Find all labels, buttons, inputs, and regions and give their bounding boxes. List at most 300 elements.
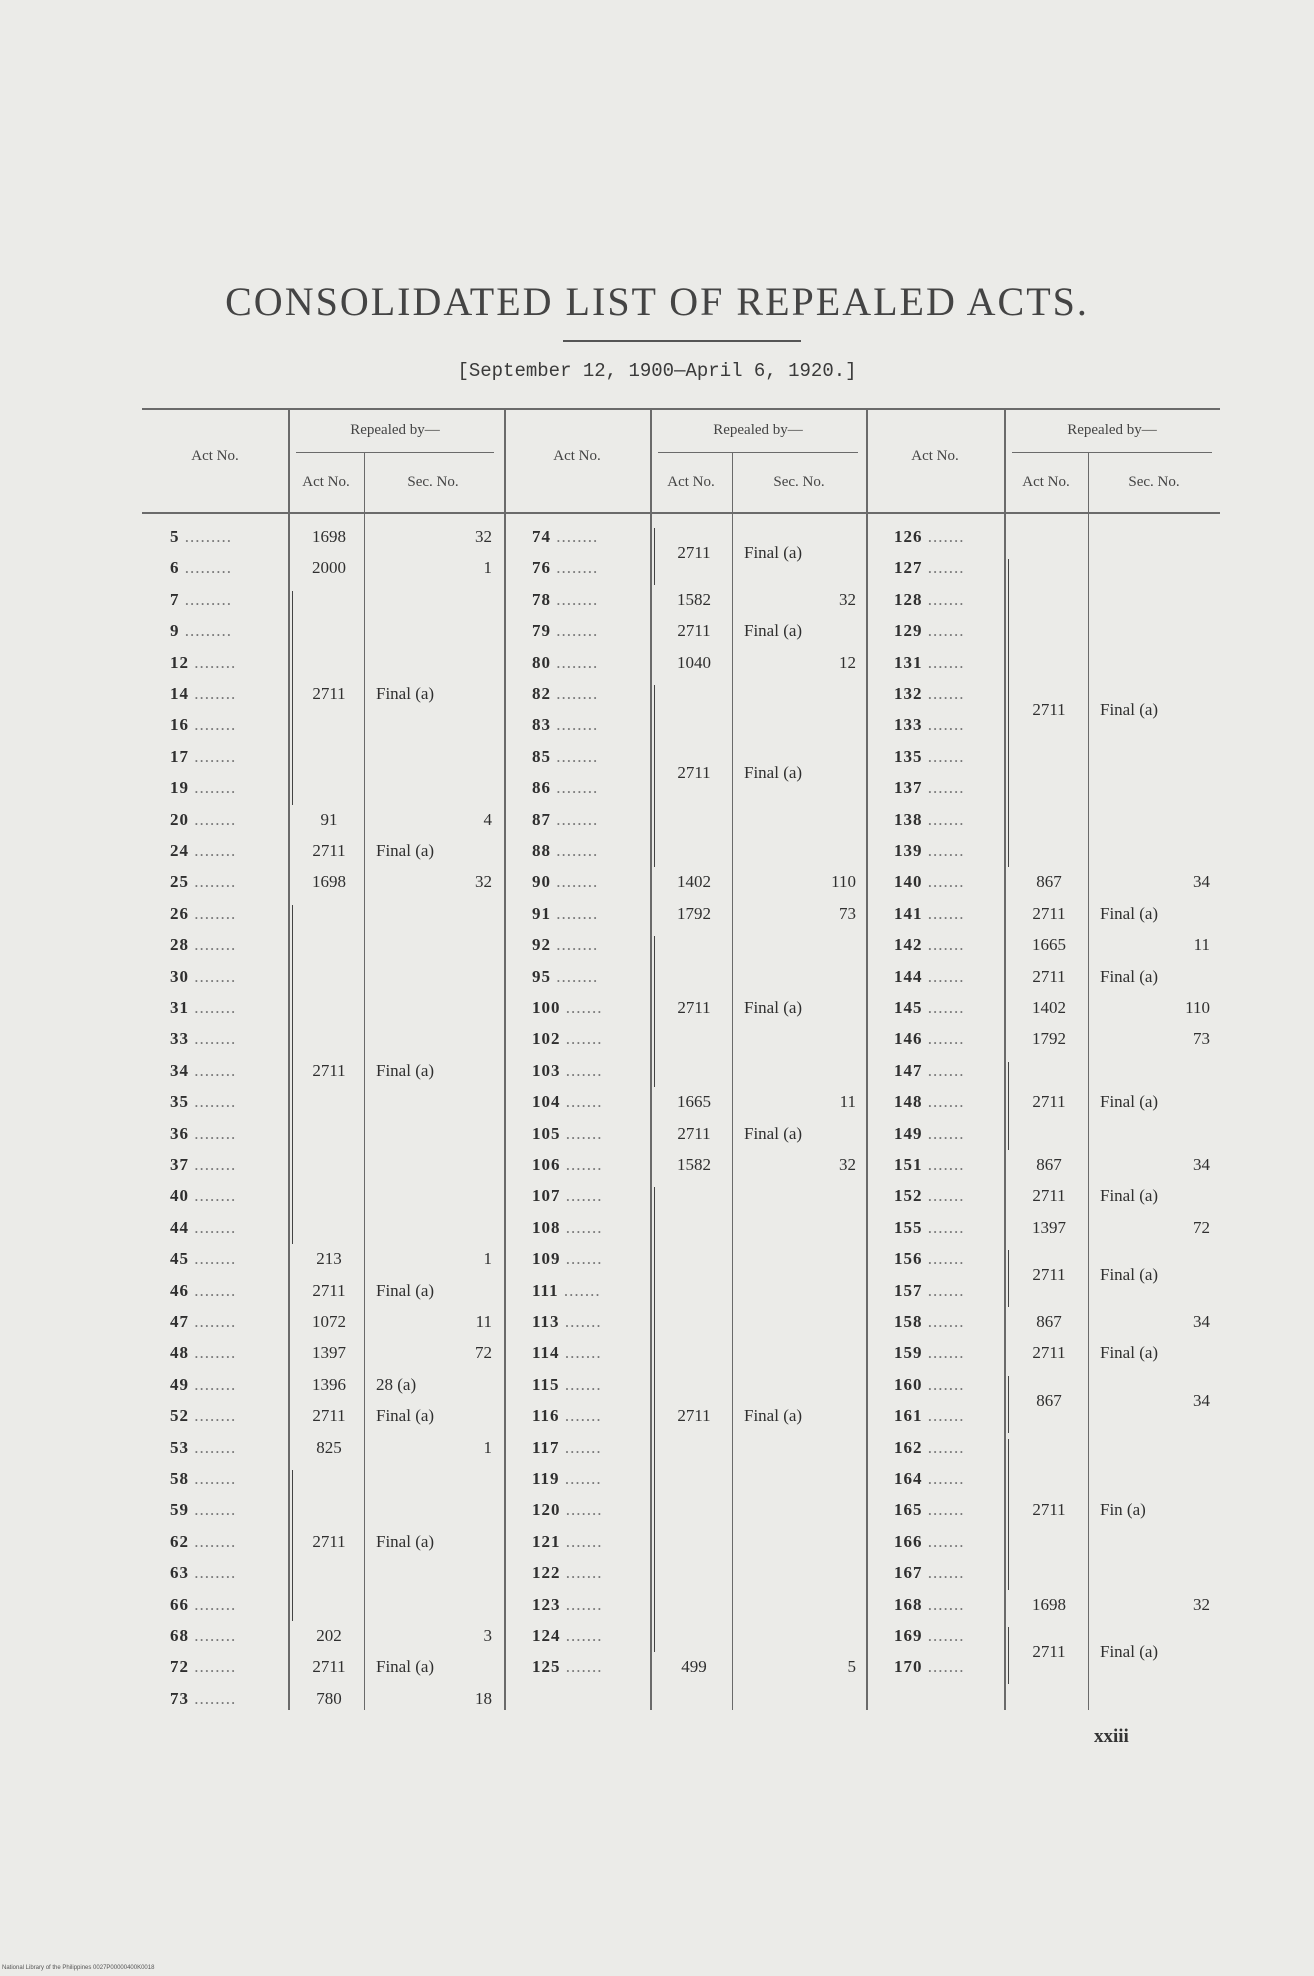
act-number-value: 58: [170, 1469, 189, 1488]
leader-dots: ........: [189, 1594, 237, 1614]
header-repealing-act-no: Act No.: [1022, 474, 1070, 490]
leader-dots: .......: [560, 1531, 603, 1551]
repealing-act-number: 499: [681, 1657, 707, 1677]
leader-dots: ........: [189, 1029, 237, 1049]
act-number-value: 115: [532, 1374, 560, 1394]
act-number-value: 76: [532, 558, 551, 578]
leader-dots: .......: [560, 1060, 603, 1080]
act-number-value: 40: [170, 1186, 189, 1206]
act-number-value: 85: [532, 746, 551, 766]
act-number: [532, 840, 598, 862]
act-number: [170, 871, 236, 893]
leader-dots: ........: [189, 1531, 237, 1551]
act-number: [170, 840, 236, 862]
act-number: [170, 1405, 236, 1427]
leader-dots: ........: [551, 935, 599, 955]
repealing-section-number: Final (a): [744, 998, 803, 1017]
repealing-section-number: Final (a): [744, 621, 803, 641]
act-number-value: 132: [894, 684, 923, 703]
repealing-section-number: Final (a): [1100, 699, 1159, 719]
leader-dots: ........: [189, 1249, 237, 1269]
repealing-section-number: 12: [839, 652, 856, 672]
act-number-value: 126: [894, 527, 923, 546]
leader-dots: .......: [922, 558, 965, 578]
rep-divider: [1088, 452, 1089, 1710]
repealing-section-number: 32: [839, 1155, 856, 1174]
leader-dots: .......: [922, 527, 965, 546]
leader-dots: .......: [922, 1217, 965, 1237]
act-number: [894, 777, 965, 799]
leader-dots: ........: [189, 715, 237, 735]
leader-dots: .......: [922, 1657, 965, 1677]
act-number: [170, 1091, 236, 1113]
act-number: [894, 1656, 965, 1678]
act-number: [532, 683, 598, 705]
leader-dots: ........: [189, 935, 237, 955]
act-number: [532, 1154, 603, 1176]
repealing-act-number: 867: [1036, 872, 1062, 892]
act-number-value: 117: [532, 1437, 560, 1457]
grouping-brace: [1008, 1062, 1009, 1150]
act-number: [894, 1060, 965, 1082]
repealing-section-number: Final (a): [376, 1531, 435, 1551]
act-number: [532, 934, 598, 956]
leader-dots: .......: [922, 935, 965, 955]
leader-dots: ........: [189, 1280, 237, 1300]
act-number: [170, 1342, 236, 1364]
act-number-value: 16: [170, 715, 189, 735]
act-number: [170, 1625, 236, 1647]
act-number-value: 7: [170, 589, 180, 609]
act-number: [894, 714, 965, 736]
leader-dots: .......: [922, 841, 965, 860]
act-number: [894, 1342, 965, 1364]
leader-dots: ........: [189, 1186, 237, 1206]
leader-dots: ........: [189, 903, 237, 923]
leader-dots: ........: [189, 1374, 237, 1394]
repealing-section-number: Final (a): [1100, 1641, 1159, 1661]
repealing-act-number: 2711: [677, 1123, 711, 1143]
act-number: [532, 1562, 603, 1584]
repealing-act-number: 1072: [312, 1312, 346, 1331]
leader-dots: ........: [551, 903, 599, 923]
page-number: xxiii: [1094, 1726, 1129, 1747]
grouping-brace: [654, 528, 655, 585]
repealing-section-number: Final (a): [1100, 1264, 1159, 1284]
act-number: [532, 1656, 603, 1678]
leader-dots: .......: [558, 1280, 601, 1300]
act-number-value: 108: [532, 1217, 561, 1237]
act-number-value: 160: [894, 1374, 923, 1394]
act-number: [532, 1405, 602, 1427]
act-number: [894, 1531, 965, 1553]
act-number: [170, 1154, 236, 1176]
leader-dots: .......: [922, 715, 965, 735]
repealed-by-underline: [658, 452, 858, 453]
act-number-value: 148: [894, 1092, 923, 1112]
leader-dots: ........: [189, 1060, 237, 1080]
act-number: [532, 620, 598, 642]
act-number-value: 127: [894, 558, 923, 578]
act-number-value: 165: [894, 1500, 923, 1520]
leader-dots: .......: [922, 1626, 965, 1645]
act-number: [894, 934, 965, 956]
act-number: [532, 1185, 603, 1207]
act-number-value: 120: [532, 1500, 561, 1520]
act-number-value: 161: [894, 1406, 923, 1426]
repealing-act-number: 2711: [312, 684, 346, 703]
act-number: [894, 840, 965, 862]
header-act-no: Act No.: [911, 448, 959, 464]
act-number-value: 47: [170, 1312, 189, 1331]
act-number-value: 62: [170, 1531, 189, 1551]
leader-dots: .......: [922, 1594, 965, 1614]
header-sec-no: Sec. No.: [1128, 474, 1180, 490]
repealing-section-number: Final (a): [376, 1060, 435, 1080]
repealing-section-number: 5: [847, 1657, 856, 1677]
act-number-value: 36: [170, 1123, 189, 1143]
act-number-value: 133: [894, 715, 923, 735]
leader-dots: ........: [189, 778, 237, 798]
repealing-act-number: 867: [1036, 1390, 1062, 1410]
act-number: [170, 557, 232, 579]
act-number: [170, 1028, 236, 1050]
act-number-value: 26: [170, 903, 189, 923]
act-number-value: 80: [532, 652, 551, 672]
repealed-by-underline: [1012, 452, 1212, 453]
leader-dots: ........: [189, 1657, 237, 1677]
act-number: [894, 1625, 965, 1647]
leader-dots: ........: [189, 966, 237, 986]
leader-dots: .......: [559, 1374, 602, 1394]
leader-dots: ........: [551, 652, 599, 672]
leader-dots: .........: [179, 558, 232, 578]
act-number: [532, 1311, 602, 1333]
repealing-section-number: 11: [475, 1312, 492, 1331]
act-number-value: 45: [170, 1249, 189, 1269]
repealing-section-number: 32: [475, 527, 492, 546]
act-number: [532, 871, 598, 893]
repealing-section-number: 34: [1193, 1390, 1210, 1410]
act-number-value: 149: [894, 1123, 923, 1143]
leader-dots: ........: [189, 652, 237, 672]
act-divider: [650, 408, 652, 1710]
leader-dots: .......: [922, 872, 965, 892]
act-number: [170, 1594, 236, 1616]
header-repealed-by: Repealed by—: [350, 422, 440, 438]
act-number-value: 123: [532, 1594, 561, 1614]
act-number-value: 111: [532, 1280, 559, 1300]
leader-dots: ........: [189, 1312, 237, 1331]
repealing-act-number: 2711: [677, 998, 711, 1017]
leader-dots: .......: [922, 1469, 965, 1488]
repealing-act-number: 1397: [1032, 1217, 1066, 1237]
leader-dots: .......: [922, 1060, 965, 1080]
repealing-act-number: 1698: [312, 527, 346, 546]
leader-dots: .......: [560, 1249, 603, 1269]
leader-dots: .........: [179, 527, 232, 546]
header-repealed-by: Repealed by—: [713, 422, 803, 438]
act-number: [532, 809, 598, 831]
leader-dots: ........: [551, 715, 599, 735]
leader-dots: ........: [189, 1688, 237, 1708]
repealing-section-number: 73: [839, 903, 856, 923]
act-number: [894, 903, 965, 925]
act-number: [894, 1311, 965, 1333]
act-number-value: 48: [170, 1343, 189, 1363]
act-number: [894, 683, 965, 705]
grouping-brace: [1008, 1439, 1009, 1590]
repealing-act-number: 2711: [1032, 1500, 1066, 1520]
leader-dots: .......: [922, 1531, 965, 1551]
repealing-act-number: 825: [316, 1437, 342, 1457]
repealing-section-number: 1: [483, 558, 492, 578]
act-number-value: 35: [170, 1092, 189, 1112]
act-number: [170, 1248, 236, 1270]
act-number-value: 63: [170, 1563, 189, 1583]
act-number: [170, 1374, 236, 1396]
leader-dots: ........: [551, 872, 599, 892]
repealing-section-number: Final (a): [744, 542, 803, 562]
act-number: [532, 1468, 602, 1490]
leader-dots: .......: [922, 1312, 965, 1331]
act-number-value: 116: [532, 1406, 560, 1426]
leader-dots: ........: [189, 1217, 237, 1237]
repealing-section-number: Final (a): [1100, 966, 1159, 986]
act-number-value: 145: [894, 998, 923, 1017]
rep-divider: [364, 452, 365, 1710]
header-bottom-rule: [142, 512, 1220, 514]
act-divider: [1004, 408, 1006, 1710]
repealing-act-number: 1582: [677, 589, 711, 609]
act-number-value: 66: [170, 1594, 189, 1614]
repealing-section-number: 72: [1193, 1217, 1210, 1237]
act-number-value: 146: [894, 1029, 923, 1049]
repealing-section-number: Final (a): [744, 1406, 803, 1426]
repealing-section-number: 11: [839, 1092, 856, 1112]
act-number: [532, 557, 598, 579]
act-number: [532, 526, 598, 548]
act-number-value: 52: [170, 1406, 189, 1426]
act-number: [532, 746, 598, 768]
repealing-act-number: 1792: [677, 903, 711, 923]
repealing-act-number: 2711: [312, 1406, 346, 1426]
act-number-value: 79: [532, 621, 551, 641]
act-number: [894, 997, 965, 1019]
repealing-act-number: 1665: [677, 1092, 711, 1112]
repealing-act-number: 1402: [1032, 998, 1066, 1017]
repealing-section-number: 110: [1185, 998, 1210, 1017]
act-number: [894, 1028, 965, 1050]
column-divider: [866, 408, 868, 1710]
rep-divider: [732, 452, 733, 1710]
act-number-value: 113: [532, 1312, 560, 1331]
act-number: [170, 620, 232, 642]
act-number-value: 86: [532, 778, 551, 798]
header-act-no: Act No.: [553, 448, 601, 464]
leader-dots: .......: [922, 1029, 965, 1049]
act-number-value: 162: [894, 1437, 923, 1457]
act-number: [894, 557, 965, 579]
leader-dots: ........: [551, 966, 599, 986]
leader-dots: ........: [189, 872, 237, 892]
leader-dots: ........: [551, 527, 599, 546]
leader-dots: ........: [551, 558, 599, 578]
leader-dots: ........: [189, 1406, 237, 1426]
repealing-section-number: 32: [475, 872, 492, 892]
leader-dots: .......: [922, 1437, 965, 1457]
repealing-section-number: 1: [483, 1437, 492, 1457]
act-number-value: 142: [894, 935, 923, 955]
act-number-value: 152: [894, 1186, 923, 1206]
act-number-value: 164: [894, 1469, 923, 1488]
act-number: [532, 1217, 603, 1239]
grouping-brace: [292, 905, 293, 1244]
act-number: [894, 652, 965, 674]
grouping-brace: [292, 1470, 293, 1621]
act-number: [894, 1248, 965, 1270]
act-number: [170, 1217, 236, 1239]
act-number: [170, 966, 236, 988]
repealing-act-number: 1582: [677, 1155, 711, 1174]
act-number-value: 44: [170, 1217, 189, 1237]
act-number: [170, 1437, 236, 1459]
act-number: [532, 589, 598, 611]
act-number: [894, 1468, 965, 1490]
header-repealing-act-no: Act No.: [667, 474, 715, 490]
act-number: [894, 746, 965, 768]
act-number: [894, 1185, 965, 1207]
leader-dots: .......: [922, 1123, 965, 1143]
repealing-act-number: 91: [320, 809, 338, 829]
act-number-value: 14: [170, 684, 189, 703]
act-number-value: 30: [170, 966, 189, 986]
act-number: [894, 1280, 965, 1302]
leader-dots: .......: [922, 1249, 965, 1269]
act-number-value: 100: [532, 998, 561, 1017]
act-number: [894, 1091, 965, 1113]
act-number-value: 73: [170, 1688, 189, 1708]
repealing-act-number: 2711: [677, 542, 711, 562]
act-number-value: 49: [170, 1374, 189, 1394]
act-number: [532, 1091, 603, 1113]
act-number-value: 6: [170, 558, 180, 578]
act-number: [532, 1437, 602, 1459]
act-number-value: 131: [894, 652, 923, 672]
act-number: [894, 589, 965, 611]
leader-dots: ........: [189, 1437, 237, 1457]
repealing-act-number: 780: [316, 1688, 342, 1708]
leader-dots: ........: [551, 778, 599, 798]
act-number-value: 5: [170, 527, 180, 546]
act-number-value: 121: [532, 1531, 561, 1551]
repealed-by-underline: [296, 452, 494, 453]
leader-dots: ........: [189, 1563, 237, 1583]
act-number: [170, 1531, 236, 1553]
act-number-value: 103: [532, 1060, 561, 1080]
repealing-section-number: 110: [831, 872, 856, 892]
act-number: [894, 871, 965, 893]
grouping-brace: [1008, 559, 1009, 867]
act-number: [170, 997, 236, 1019]
act-number-value: 141: [894, 903, 923, 923]
leader-dots: .......: [559, 1406, 602, 1426]
grouping-brace: [1008, 1376, 1009, 1433]
act-number-value: 90: [532, 872, 551, 892]
repealing-act-number: 1040: [677, 652, 711, 672]
leader-dots: .......: [922, 1500, 965, 1520]
leader-dots: ........: [189, 684, 237, 703]
leader-dots: .........: [179, 621, 232, 641]
repealing-section-number: 72: [475, 1343, 492, 1363]
repealing-act-number: 1397: [312, 1343, 346, 1363]
repealing-section-number: 11: [1193, 935, 1210, 955]
repealing-act-number: 213: [316, 1249, 342, 1269]
act-number: [532, 1248, 603, 1270]
act-number-value: 167: [894, 1563, 923, 1583]
leader-dots: ........: [189, 1469, 237, 1488]
act-number: [532, 997, 603, 1019]
repealing-act-number: 1665: [1032, 935, 1066, 955]
act-number-value: 72: [170, 1657, 189, 1677]
act-number-value: 128: [894, 589, 923, 609]
act-number-value: 24: [170, 841, 189, 860]
repealing-section-number: 34: [1193, 1312, 1210, 1331]
repealing-act-number: 2711: [1032, 1186, 1066, 1206]
act-number-value: 88: [532, 841, 551, 860]
act-number: [170, 1060, 236, 1082]
act-number: [532, 1531, 603, 1553]
repealing-act-number: 2711: [312, 1280, 346, 1300]
leader-dots: .........: [179, 589, 232, 609]
repealing-act-number: 2711: [677, 762, 711, 782]
repealing-section-number: Final (a): [1100, 1186, 1159, 1206]
act-number: [894, 1437, 965, 1459]
act-number: [170, 1656, 236, 1678]
act-number-value: 139: [894, 841, 923, 860]
act-number-value: 53: [170, 1437, 189, 1457]
act-number-value: 129: [894, 621, 923, 641]
act-number: [894, 1123, 965, 1145]
repealing-section-number: 73: [1193, 1029, 1210, 1049]
act-number-value: 95: [532, 966, 551, 986]
act-number-value: 25: [170, 872, 189, 892]
leader-dots: .......: [922, 778, 965, 798]
leader-dots: ........: [551, 589, 599, 609]
leader-dots: .......: [922, 1406, 965, 1426]
leader-dots: .......: [559, 1343, 602, 1363]
leader-dots: .......: [922, 1186, 965, 1206]
act-number-value: 33: [170, 1029, 189, 1049]
leader-dots: .......: [559, 1469, 602, 1488]
date-range-subtitle: [September 12, 1900—April 6, 1920.]: [457, 360, 857, 382]
repealing-section-number: Final (a): [376, 1406, 435, 1426]
repealing-act-number: 1792: [1032, 1029, 1066, 1049]
leader-dots: ........: [189, 998, 237, 1017]
act-number: [170, 1562, 236, 1584]
leader-dots: .......: [922, 589, 965, 609]
leader-dots: .......: [560, 1594, 603, 1614]
leader-dots: ........: [189, 1155, 237, 1174]
act-number: [532, 1625, 603, 1647]
repealing-section-number: 28 (a): [376, 1374, 417, 1394]
repealing-section-number: Final (a): [376, 684, 435, 703]
repealing-act-number: 2711: [1032, 1264, 1066, 1284]
leader-dots: ........: [189, 809, 237, 829]
act-number-value: 37: [170, 1155, 189, 1174]
header-act-no: Act No.: [191, 448, 239, 464]
act-number: [532, 1060, 603, 1082]
